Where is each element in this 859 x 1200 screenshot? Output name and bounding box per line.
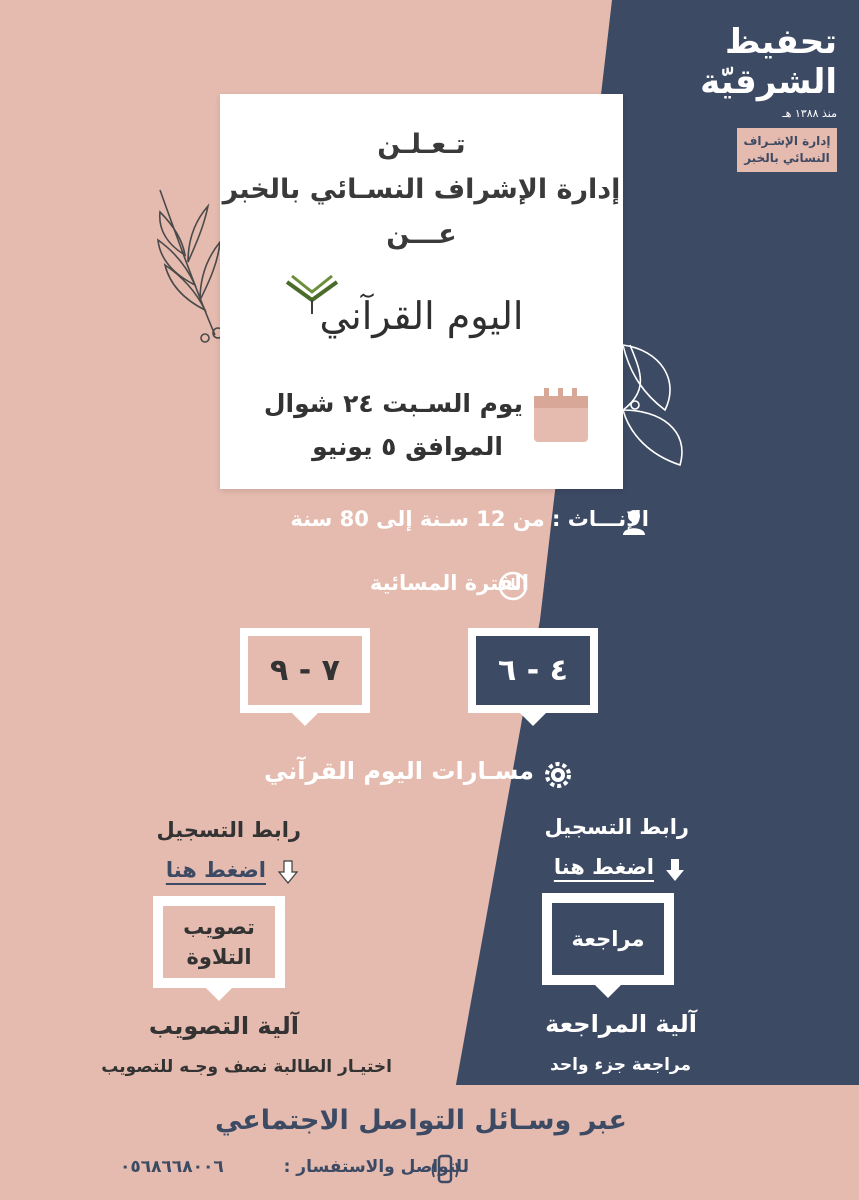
brand-name-line2: الشرقيّة <box>700 62 837 102</box>
track-label-review: مراجعة <box>571 927 645 951</box>
card-title: اليوم القرآني <box>319 294 524 338</box>
brand-badge-line2: النسائي بالخبر <box>744 151 830 165</box>
social-media-text: عبر وسـائل التواصل الاجتماعي <box>214 1105 627 1136</box>
brand-since: منذ ١٣٨٨ هـ <box>782 107 837 120</box>
card-about: عـــن <box>386 219 457 250</box>
gear-icon <box>540 757 576 793</box>
brand-badge <box>737 128 837 172</box>
brand-name-line1: تحفيظ <box>724 22 837 62</box>
time-slot-label: ٧ - ٩ <box>270 653 340 688</box>
period-text: الفترة المسائية <box>369 571 529 595</box>
time-slot-label: ٤ - ٦ <box>498 653 568 688</box>
arrow-down-icon <box>277 859 299 885</box>
time-slot-late <box>240 628 370 713</box>
arrow-down-icon <box>664 857 686 883</box>
track-label-correction: تصويب التلاوة <box>183 915 255 969</box>
track-box-correction <box>153 896 285 988</box>
mechanism-title-correction: آلية التصويب <box>148 1012 299 1040</box>
calendar-icon <box>530 384 592 446</box>
track-box-review <box>542 893 674 985</box>
time-slot-early <box>468 628 598 713</box>
mechanism-desc-review: مراجعة جزء واحد <box>550 1055 691 1075</box>
tracks-heading: مسـارات اليوم القرآني <box>264 757 534 785</box>
register-link-review[interactable]: اضغط هنا <box>553 855 654 879</box>
card-date-line1: يوم السـبت ٢٤ شوال <box>263 389 523 418</box>
card-announces: تـعـلـن <box>377 129 466 160</box>
announcement-card <box>220 94 623 489</box>
registration-label: رابط التسجيل <box>156 818 301 842</box>
card-date-line2: الموافق ٥ يونيو <box>312 432 503 461</box>
leaf-branch-decoration <box>158 190 223 342</box>
contact-phone-number[interactable]: ٠٥٦٨٦٦٨٠٠٦ <box>120 1157 224 1177</box>
mechanism-desc-correction: اختيـار الطالبة نصف وجـه للتصويب <box>101 1057 392 1077</box>
register-link-correction[interactable]: اضغط هنا <box>165 858 266 882</box>
brand-badge-line1: إدارة الإشـراف <box>743 134 831 148</box>
audience-text: الإنـــاث : من 12 سـنة إلى 80 سنة <box>290 507 649 531</box>
registration-label: رابط التسجيل <box>544 815 689 839</box>
contact-label: للتواصل والاستفسار : <box>283 1157 469 1177</box>
card-organization: إدارة الإشراف النسـائي بالخبر <box>222 174 621 205</box>
mechanism-title-review: آلية المراجعة <box>545 1010 697 1038</box>
